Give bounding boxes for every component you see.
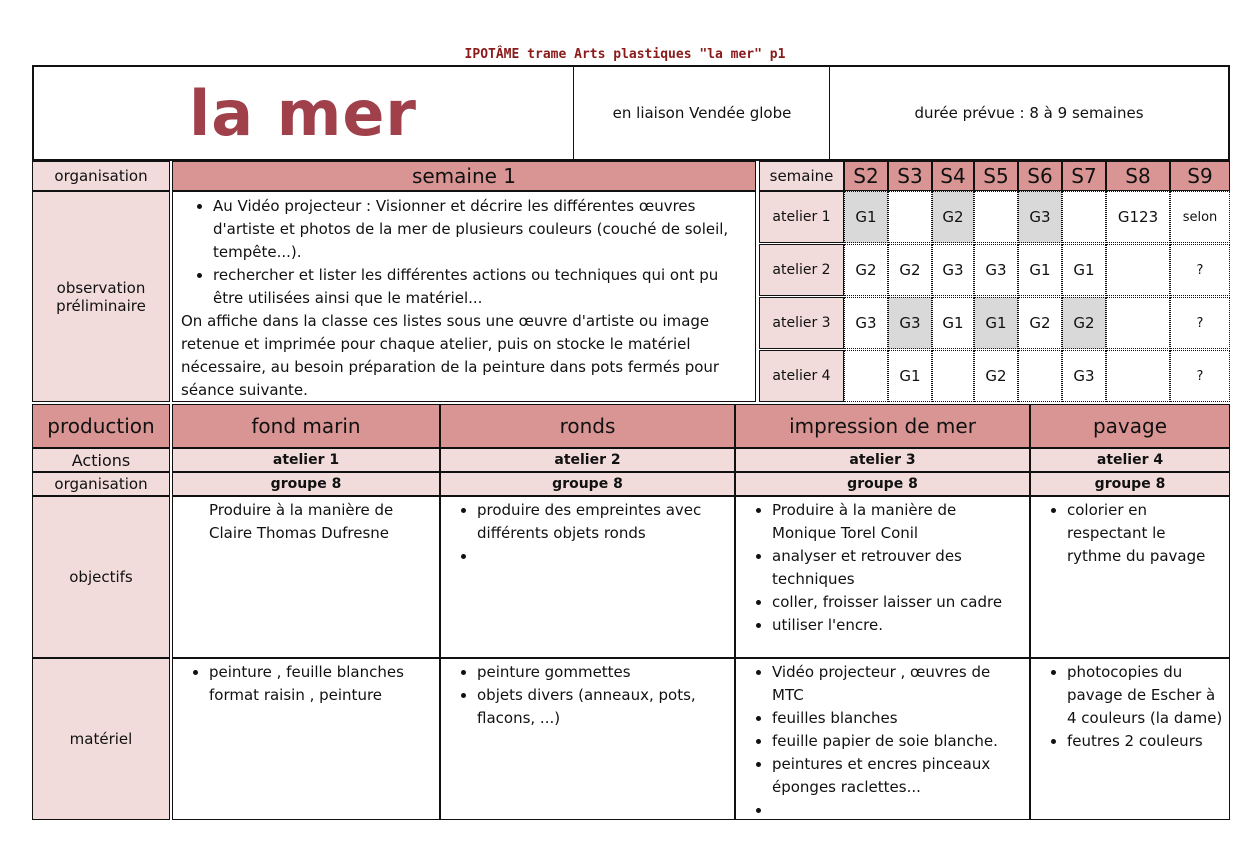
week-header-s6: S6 <box>1018 161 1062 191</box>
column-title: fond marin <box>172 404 440 448</box>
schedule-cell: G2 <box>888 244 932 296</box>
observation-bullet: • Au Vidéo projecteur : Visionner et décrire les différentes œuvres d'artiste et photos de la mer de plusieurs couleurs (couché de soleil, tempête...). <box>213 195 747 264</box>
materiel-cell <box>1030 658 1230 820</box>
column-groupe: groupe 8 <box>440 472 735 496</box>
schedule-cell: G3 <box>844 297 888 349</box>
schedule-cell: G1 <box>888 350 932 402</box>
schedule-cell: G1 <box>1018 244 1062 296</box>
objectif-item: • produire des empreintes avec différents objets ronds <box>477 499 728 545</box>
column-groupe: groupe 8 <box>735 472 1030 496</box>
schedule-cell <box>974 191 1018 243</box>
schedule-cell <box>1018 350 1062 402</box>
objectif-item: Produire à la manière de Claire Thomas Dufresne <box>209 501 394 542</box>
actions-label: Actions <box>32 448 170 472</box>
materiel-item: • objets divers (anneaux, pots, flacons, ...) <box>477 684 728 730</box>
week-header-s2: S2 <box>844 161 888 191</box>
week-header-s8: S8 <box>1106 161 1170 191</box>
column-title: ronds <box>440 404 735 448</box>
objectifs-cell <box>172 496 440 658</box>
week-header-s9: S9 <box>1170 161 1230 191</box>
materiel-cell <box>735 658 1030 820</box>
column-atelier: atelier 3 <box>735 448 1030 472</box>
week-header-s5: S5 <box>974 161 1018 191</box>
column-title: impression de mer <box>735 404 1030 448</box>
schedule-cell: G2 <box>844 244 888 296</box>
objectifs-cell <box>735 496 1030 658</box>
objectif-item <box>477 545 728 568</box>
schedule-cell <box>844 350 888 402</box>
observation-content <box>172 191 756 402</box>
production-label: production <box>32 404 170 448</box>
objectif-item: • analyser et retrouver des techniques <box>772 545 1023 591</box>
column-title: pavage <box>1030 404 1230 448</box>
schedule-cell <box>1106 297 1170 349</box>
organisation-label-2: organisation <box>32 472 170 496</box>
schedule-cell <box>1106 244 1170 296</box>
schedule-cell <box>1106 350 1170 402</box>
materiel-item: • feuilles blanches <box>772 707 1023 730</box>
atelier-row-label: atelier 2 <box>759 244 844 296</box>
atelier-row-label: atelier 1 <box>759 191 844 243</box>
schedule-cell: G2 <box>1062 297 1106 349</box>
document-caption: IPOTÂME trame Arts plastiques "la mer" p1 <box>464 46 786 62</box>
schedule-cell: G3 <box>1018 191 1062 243</box>
materiel-item <box>772 799 1023 822</box>
week-header-s4: S4 <box>932 161 974 191</box>
page-title: la mer <box>189 76 417 150</box>
semaine-label: semaine <box>759 161 844 191</box>
schedule-cell: G3 <box>1062 350 1106 402</box>
objectif-item: • colorier en respectant le rythme du pavage <box>1067 499 1223 568</box>
liaison-text: en liaison Vendée globe <box>612 104 792 122</box>
objectifs-label: objectifs <box>32 496 170 658</box>
materiel-label: matériel <box>32 658 170 820</box>
column-atelier: atelier 4 <box>1030 448 1230 472</box>
schedule-cell: G123 <box>1106 191 1170 243</box>
week-header-s7: S7 <box>1062 161 1106 191</box>
materiel-item: • peinture gommettes <box>477 661 728 684</box>
atelier-row-label: atelier 3 <box>759 297 844 349</box>
materiel-item: • feuille papier de soie blanche. <box>772 730 1023 753</box>
schedule-cell: G3 <box>974 244 1018 296</box>
materiel-item: • peintures et encres pinceaux éponges raclettes... <box>772 753 1023 799</box>
schedule-cell: ? <box>1170 297 1230 349</box>
schedule-cell: G2 <box>932 191 974 243</box>
objectif-item: • coller, froisser laisser un cadre <box>772 591 1023 614</box>
schedule-cell: G1 <box>932 297 974 349</box>
objectif-item: • Produire à la manière de Monique Torel Conil <box>772 499 1023 545</box>
schedule-cell <box>888 191 932 243</box>
observation-bullet: • rechercher et lister les différentes actions ou techniques qui ont pu être utilisées ainsi que le matériel... <box>213 264 747 310</box>
observation-paragraph: On affiche dans la classe ces listes sous une œuvre d'artiste ou image retenue et imprimée pour chaque atelier, puis on stocke le matériel nécessaire, au besoin préparation de la peinture dans pots fermés pour séance suivante. <box>181 312 720 399</box>
objectif-item: • utiliser l'encre. <box>772 614 1023 637</box>
observation-label: observation préliminaire <box>32 191 170 402</box>
schedule-cell: G2 <box>1018 297 1062 349</box>
column-groupe: groupe 8 <box>172 472 440 496</box>
schedule-cell: ? <box>1170 350 1230 402</box>
materiel-item: • Vidéo projecteur , œuvres de MTC <box>772 661 1023 707</box>
column-atelier: atelier 2 <box>440 448 735 472</box>
schedule-cell: G3 <box>932 244 974 296</box>
schedule-cell: G1 <box>844 191 888 243</box>
atelier-row-label: atelier 4 <box>759 350 844 402</box>
schedule-cell: G3 <box>888 297 932 349</box>
schedule-cell <box>932 350 974 402</box>
materiel-item: • peinture , feuille blanches format raisin , peinture <box>209 661 433 707</box>
week-header-s3: S3 <box>888 161 932 191</box>
materiel-cell <box>440 658 735 820</box>
schedule-cell: G2 <box>974 350 1018 402</box>
schedule-cell <box>1062 191 1106 243</box>
materiel-cell <box>172 658 440 820</box>
schedule-cell: ? <box>1170 244 1230 296</box>
materiel-item: • photocopies du pavage de Escher à 4 couleurs (la dame) <box>1067 661 1223 730</box>
schedule-cell: selon <box>1170 191 1230 243</box>
materiel-item: • feutres 2 couleurs <box>1067 730 1223 753</box>
column-groupe: groupe 8 <box>1030 472 1230 496</box>
semaine-1-header: semaine 1 <box>172 161 756 191</box>
schedule-cell: G1 <box>1062 244 1106 296</box>
column-atelier: atelier 1 <box>172 448 440 472</box>
organisation-label: organisation <box>32 161 170 191</box>
objectifs-cell <box>440 496 735 658</box>
schedule-cell: G1 <box>974 297 1018 349</box>
duree-text: durée prévue : 8 à 9 semaines <box>914 104 1144 122</box>
objectifs-cell <box>1030 496 1230 658</box>
